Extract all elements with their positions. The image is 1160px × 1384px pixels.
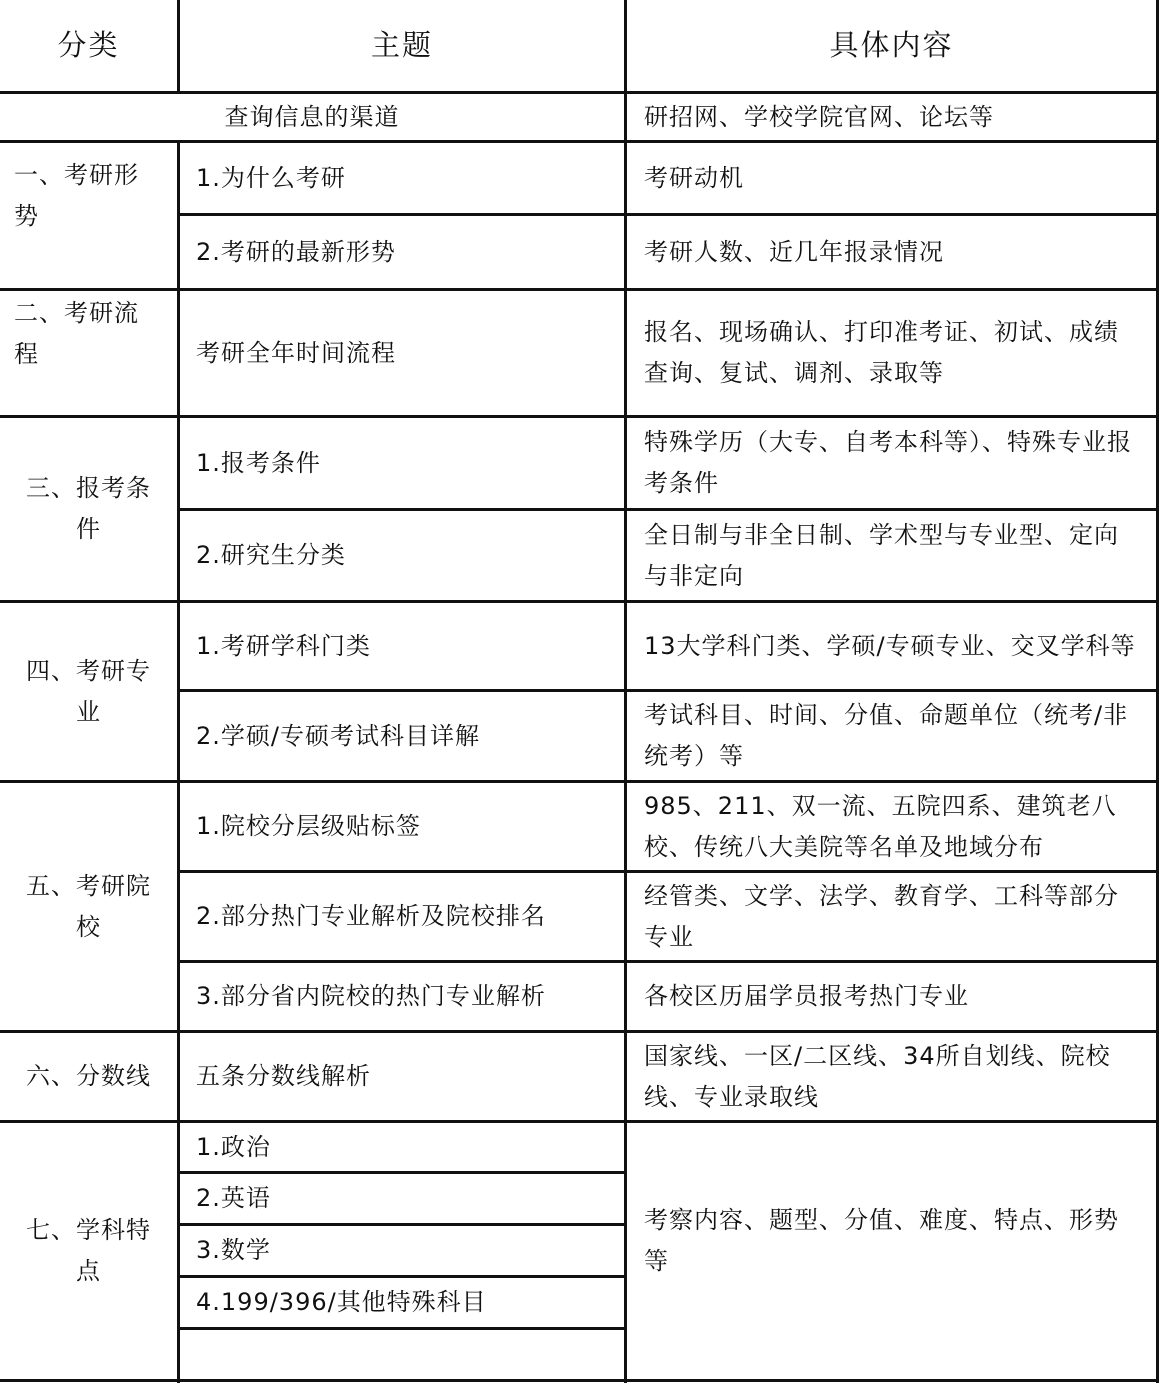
category-label: 二、考研流程 xyxy=(14,299,139,368)
info-row-topic-text: 查询信息的渠道 xyxy=(224,102,400,131)
section-6-category xyxy=(0,1033,177,1120)
topic-label: 1.院校分层级贴标签 xyxy=(196,812,421,840)
header-topic-label: 主题 xyxy=(370,28,433,62)
section-1-content-1 xyxy=(627,143,1156,213)
content-text: 经管类、文学、法学、教育学、工科等部分专业 xyxy=(644,881,1119,951)
section-3-content-2 xyxy=(627,511,1156,600)
table-bottom-border xyxy=(0,1379,1159,1382)
section-5-category xyxy=(0,783,177,1030)
header-category-label: 分类 xyxy=(57,28,120,62)
topic-label: 4.199/396/其他特殊科目 xyxy=(196,1288,487,1316)
topic-label: 1.政治 xyxy=(196,1132,271,1161)
topic-label: 2.部分热门专业解析及院校排名 xyxy=(196,902,546,930)
section-5-content-3 xyxy=(627,963,1156,1030)
category-label: 三、报考条件 xyxy=(26,474,151,543)
content-text: 各校区历届学员报考热门专业 xyxy=(644,982,969,1010)
section-6-content-1 xyxy=(627,1033,1156,1120)
info-row-content-text: 研招网、学校学院官网、论坛等 xyxy=(644,102,994,131)
topic-label: 2.学硕/专硕考试科目详解 xyxy=(196,721,480,750)
section-1-content-2 xyxy=(627,216,1156,288)
topic-label: 3.部分省内院校的热门专业解析 xyxy=(196,982,546,1010)
section-3-category xyxy=(0,418,177,600)
section-5-topic-1 xyxy=(180,783,624,870)
section-5-topic-2 xyxy=(180,873,624,960)
content-text: 13大学科门类、学硕/专硕专业、交叉学科等 xyxy=(644,631,1136,660)
info-row-topic xyxy=(0,94,624,140)
section-7-topic-3 xyxy=(180,1226,624,1275)
content-text: 全日制与非全日制、学术型与专业型、定向与非定向 xyxy=(644,520,1119,590)
topic-label: 五条分数线解析 xyxy=(196,1062,371,1090)
topic-label: 1.报考条件 xyxy=(196,448,321,477)
category-label: 六、分数线 xyxy=(26,1062,151,1090)
header-topic xyxy=(180,0,624,91)
topic-label: 1.为什么考研 xyxy=(196,163,346,192)
topic-label: 3.数学 xyxy=(196,1236,271,1264)
section-3-topic-2 xyxy=(180,511,624,600)
section-7-category xyxy=(0,1123,177,1379)
section-2-content-1 xyxy=(627,291,1156,415)
section-7-topic-2 xyxy=(180,1174,624,1223)
section-4-topic-2 xyxy=(180,692,624,780)
topic-label: 2.考研的最新形势 xyxy=(196,237,396,266)
header-content-label: 具体内容 xyxy=(829,28,954,62)
topic-label: 1.考研学科门类 xyxy=(196,631,371,660)
section-5-topic-3 xyxy=(180,963,624,1030)
content-text: 985、211、双一流、五院四系、建筑老八校、传统八大美院等名单及地域分布 xyxy=(644,791,1117,861)
header-content xyxy=(627,0,1156,91)
section-1-category xyxy=(0,143,177,288)
section-1-topic-2 xyxy=(180,216,624,288)
section-4-content-1 xyxy=(627,603,1156,689)
topic-label: 2.英语 xyxy=(196,1184,271,1212)
content-text: 国家线、一区/二区线、34所自划线、院校线、专业录取线 xyxy=(644,1041,1111,1111)
section-7-content xyxy=(627,1123,1156,1379)
category-label: 五、考研院校 xyxy=(26,871,151,941)
section-3-topic-1 xyxy=(180,418,624,508)
category-label: 一、考研形势 xyxy=(14,161,139,230)
info-row-content xyxy=(627,94,1156,140)
section-5-content-1 xyxy=(627,783,1156,870)
section-4-content-2 xyxy=(627,692,1156,780)
section-3-content-1 xyxy=(627,418,1156,508)
header-category xyxy=(0,0,177,91)
topic-label: 考研全年时间流程 xyxy=(196,338,396,367)
section-4-category xyxy=(0,603,177,780)
content-text: 考试科目、时间、分值、命题单位（统考/非统考）等 xyxy=(644,701,1129,770)
content-text: 考察内容、题型、分值、难度、特点、形势等 xyxy=(644,1206,1119,1275)
section-2-category xyxy=(0,291,177,415)
section-7-topic-4 xyxy=(180,1278,624,1327)
topic-label: 2.研究生分类 xyxy=(196,541,346,569)
section-5-content-2 xyxy=(627,873,1156,960)
content-text: 特殊学历（大专、自考本科等）、特殊专业报考条件 xyxy=(644,428,1132,497)
content-text: 考研人数、近几年报录情况 xyxy=(644,237,944,266)
section-2-topic-1 xyxy=(180,291,624,415)
section-6-topic-1 xyxy=(180,1033,624,1120)
section-7-topic-5-empty xyxy=(180,1330,624,1379)
content-text: 报名、现场确认、打印准考证、初试、成绩查询、复试、调剂、录取等 xyxy=(644,318,1119,387)
section-4-topic-1 xyxy=(180,603,624,689)
section-1-topic-1 xyxy=(180,143,624,213)
content-text: 考研动机 xyxy=(644,163,744,192)
category-label: 七、学科特点 xyxy=(26,1216,151,1285)
category-label: 四、考研专业 xyxy=(26,656,151,726)
section-7-topic-1 xyxy=(180,1123,624,1171)
